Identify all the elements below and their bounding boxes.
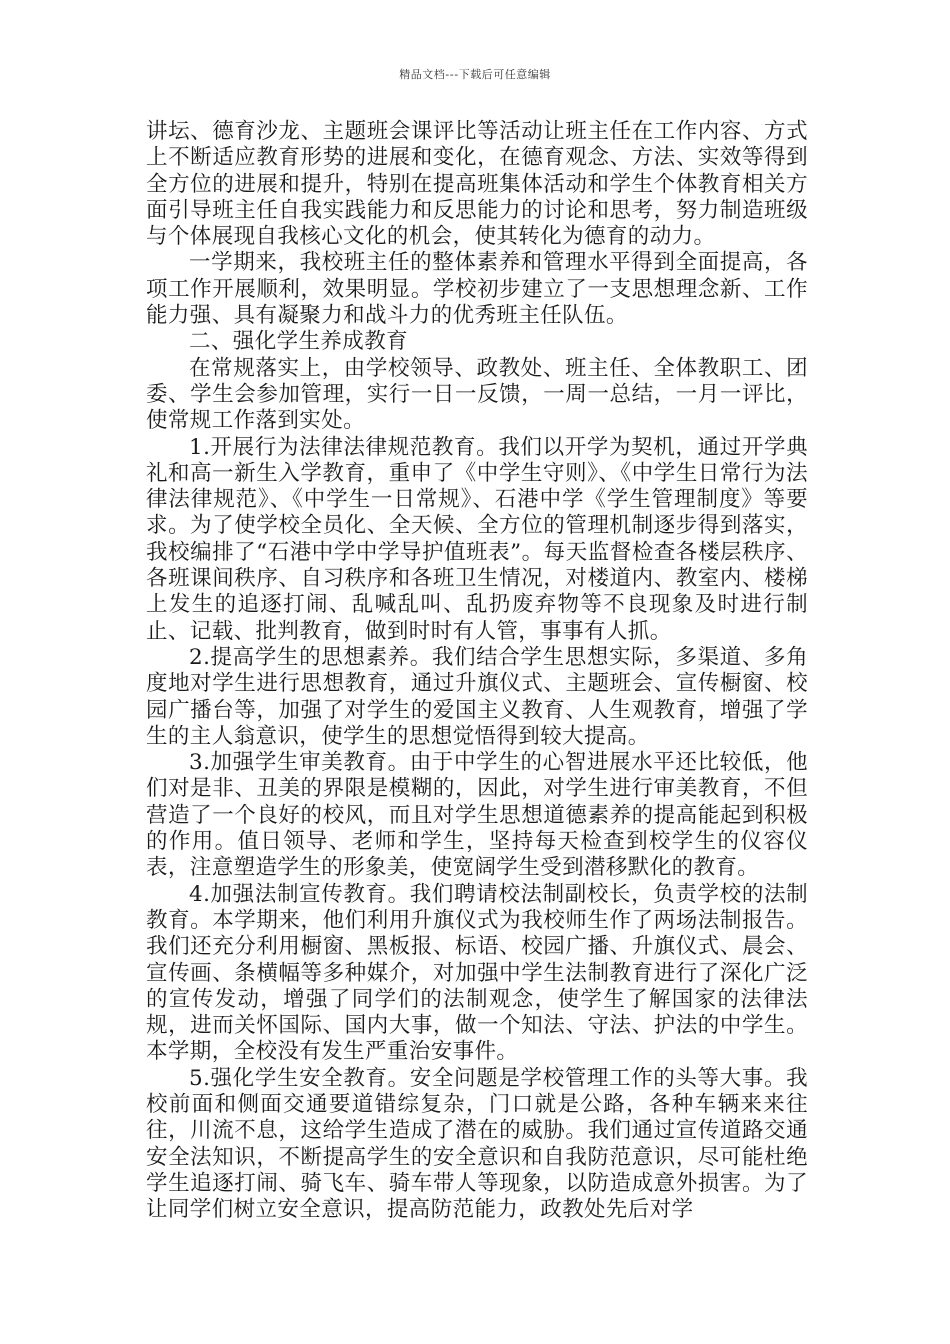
paragraph-1: 讲坛、德育沙龙、主题班会课评比等活动让班主任在工作内容、方式上不断适应教育形势的进展和变化，在德育观念、方法、实效等得到全方位的进展和提升，特别在提高班集体活动和学生个体教育相关方面引导班主任自我实践能力和反思能力的讨论和思考，努力制造班级与个体展现自我核心文化的机会，使其转化为德育的动力。 [146, 119, 808, 250]
section-heading: 二、强化学生养成教育 [189, 329, 409, 355]
item-1-paragraph: 1.开展行为法律法律规范教育。我们以开学为契机，通过开学典礼和高一新生入学教育，重申了《中学生守则》、《中学生日常行为法律法律规范》、《中学生一日常规》、石港中学《学生管理制度》等要求。为了使学校全员化、全天候、全方位的管理机制逐步得到落实，我校编排了“石港中学中学导护值班表”。每天监督检查各楼层秩序、各班课间秩序、自习秩序和各班卫生情况，对楼道内、教室内、楼梯上发生的追逐打闹、乱喊乱叫、乱扔废弃物等不良现象及时进行制止、记载、批判教育，做到时时有人管，事事有人抓。 [146, 434, 808, 644]
item-5-paragraph: 5.强化学生安全教育。安全问题是学校管理工作的头等大事。我校前面和侧面交通要道错综复杂，门口就是公路，各种车辆来来往往，川流不息，这给学生造成了潜在的威胁。我们通过宣传道路交通安全法知识，不断提高学生的安全意识和自我防范意识，尽可能杜绝学生追逐打闹、骑飞车、骑车带人等现象，以防造成意外损害。为了让同学们树立安全意识，提高防范能力，政教处先后对学 [146, 1065, 808, 1223]
document-body [146, 119, 808, 1223]
item-3-paragraph: 3.加强学生审美教育。由于中学生的心智进展水平还比较低，他们对是非、丑美的界限是模糊的，因此，对学生进行审美教育，不但营造了一个良好的校风，而且对学生思想道德素养的提高能起到积极的作用。值日领导、老师和学生，坚持每天检查到校学生的仪容仪表，注意塑造学生的形象美，使宽阔学生受到潜移默化的教育。 [146, 750, 808, 881]
page-header: 精品文档---下载后可任意编辑 [399, 68, 551, 81]
paragraph-2: 一学期来，我校班主任的整体素养和管理水平得到全面提高，各项工作开展顺利，效果明显。学校初步建立了一支思想理念新、工作能力强、具有凝聚力和战斗力的优秀班主任队伍。 [146, 250, 808, 329]
item-2-paragraph: 2.提高学生的思想素养。我们结合学生思想实际，多渠道、多角度地对学生进行思想教育，通过升旗仪式、主题班会、宣传橱窗、校园广播台等，加强了对学生的爱国主义教育、人生观教育，增强了学生的主人翁意识，使学生的思想觉悟得到较大提高。 [146, 644, 808, 749]
paragraph-3: 在常规落实上，由学校领导、政教处、班主任、全体教职工、团委、学生会参加管理，实行一日一反馈，一周一总结，一月一评比，使常规工作落到实处。 [146, 355, 808, 434]
item-4-paragraph: 4.加强法制宣传教育。我们聘请校法制副校长，负责学校的法制教育。本学期来，他们利用升旗仪式为我校师生作了两场法制报告。我们还充分利用橱窗、黑板报、标语、校园广播、升旗仪式、晨会、宣传画、条横幅等多种媒介，对加强中学生法制教育进行了深化广泛的宣传发动，增强了同学们的法制观念，使学生了解国家的法律法规，进而关怀国际、国内大事，做一个知法、守法、护法的中学生。本学期，全校没有发生严重治安事件。 [146, 881, 808, 1065]
